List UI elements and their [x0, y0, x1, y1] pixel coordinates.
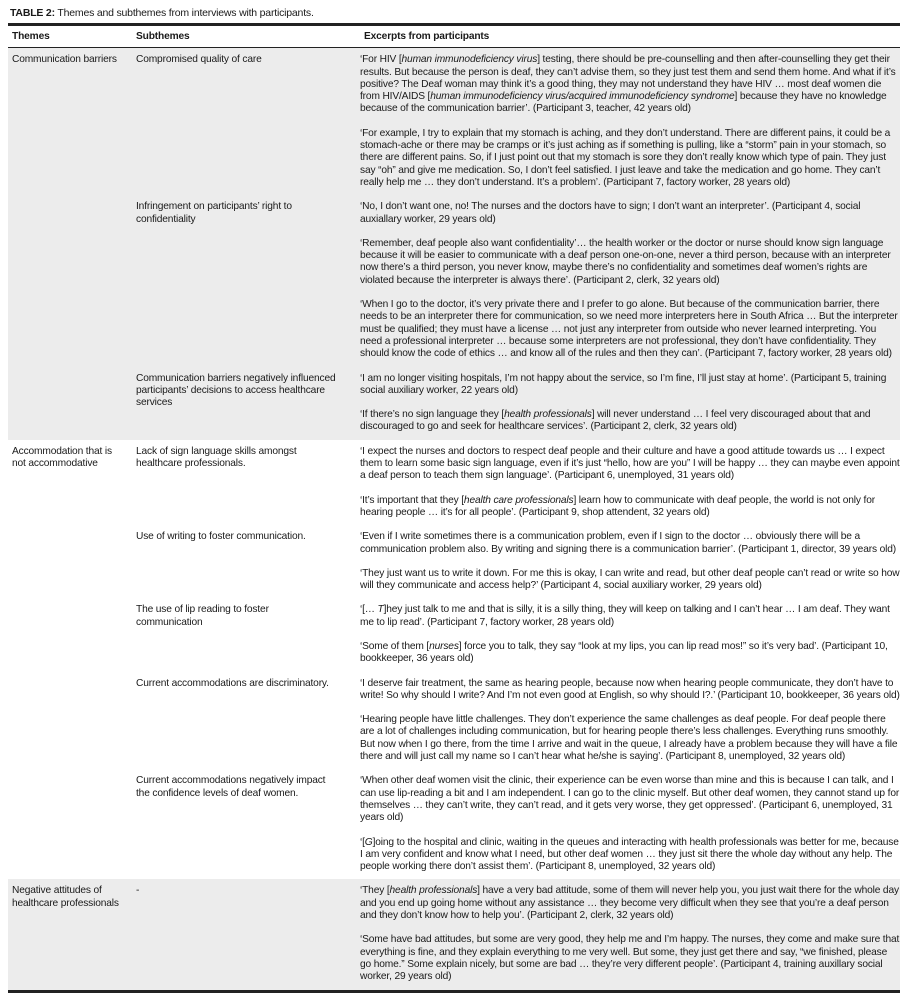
- excerpt-text: ‘I deserve fair treatment, the same as hearing people, because now when hearing people communicate, they don’t have to write! So why should I write? And I’m not even good at English, so why should I?.’ (Participant 10, bookkeeper, 36 years old): [360, 677, 900, 701]
- theme-cell: Accommodation that is not accommodative: [12, 445, 112, 470]
- excerpt-italic-text: health professionals: [504, 409, 592, 421]
- excerpt-italic-text: health care professionals: [463, 494, 574, 506]
- excerpt-italic-text: nurses: [429, 640, 459, 652]
- subtheme-cell: Compromised quality of care: [132, 48, 352, 195]
- subtheme-cell: Infringement on participants’ right to confidentiality: [132, 195, 352, 366]
- subtheme-cell: Lack of sign language skills amongst healthcare professionals.: [136, 445, 297, 470]
- excerpt-italic-text: T: [377, 604, 384, 616]
- subtheme-cell: Current accommodations negatively impact the confidence levels of deaf women.: [136, 775, 326, 799]
- subtheme-cell: -: [132, 879, 352, 991]
- excerpts-cell: [352, 48, 900, 195]
- excerpt: [360, 128, 900, 189]
- excerpt: [360, 299, 900, 360]
- excerpt-text: ‘It’s important that they [: [360, 494, 464, 506]
- excerpt: [360, 714, 900, 763]
- excerpt-text: ] force you to talk, they say “look at my lips, you can lip read mos!” so it’s very bad’. (Participant 10, bookkeeper, 36 years old): [360, 640, 888, 665]
- excerpt-text: ] have a very bad attitude, some of them will never help you, you just wait there for the whole day and you end up going home without any assistance … they become very difficult when they see that you’re a deaf person and they don’t know how to help you’. (Participant 2, clerk, 32 years old): [360, 885, 899, 922]
- table-row: [8, 769, 900, 879]
- excerpt-text: ‘[: [360, 836, 365, 848]
- themes-table: [8, 23, 900, 993]
- excerpts-cell: [352, 672, 900, 770]
- subtheme-cell: Communication barriers negatively influenced participants’ decisions to access healthcare services: [132, 367, 352, 440]
- table-row: [8, 367, 900, 440]
- excerpt: [360, 678, 900, 703]
- subtheme-cell: Current accommodations are discriminatory.: [136, 677, 329, 689]
- theme-cell: [8, 525, 132, 598]
- header-themes: Themes: [12, 31, 50, 42]
- excerpt-text: ‘I expect the nurses and doctors to respect deaf people and their culture and have a good attitude towards us … I expect them to learn some basic sign language, even if it’s just “hello, how are you” I will be happy … they can maybe even appoint a deaf person to teach them sign language’. (Participant 6, unemployed, 31 years old): [360, 445, 900, 482]
- table-row: [8, 672, 900, 770]
- excerpt: [360, 446, 900, 483]
- theme-cell: Communication barriers: [8, 48, 132, 195]
- table-row: [8, 598, 900, 671]
- excerpt-text: ] learn how to communicate with deaf people, the world is not only for hearing people … it’s for all people’. (Participant 9, shop attendent, 32 years old): [360, 494, 875, 518]
- excerpt: [360, 775, 900, 824]
- excerpts-cell: [352, 440, 900, 525]
- excerpt-text: ‘[…: [360, 604, 378, 616]
- theme-cell: [8, 598, 132, 671]
- excerpt-text: ] testing, there should be pre-counselling and then after-counselling they get their results. But because the person is deaf, they can’t advise them, so they just test them and send them home. And what if it’s positive? The Deaf woman may think it’s a good thing, they may not understand they have HIV … most deaf women die from HIV/AIDS [: [360, 54, 896, 103]
- theme-cell: Negative attitudes of healthcare professionals: [8, 879, 132, 991]
- table-header-row: [8, 25, 900, 48]
- excerpt: [360, 531, 900, 556]
- excerpt-text: ] will never understand … I feel very discouraged about that and discouraged to go and seek for healthcare services’. (Participant 2, clerk, 32 years old): [360, 409, 871, 433]
- excerpt-text: ‘No, I don’t want one, no! The nurses and the doctors have to sign; I don’t want an interpreter’. (Participant 4, social auxiallary worker, 29 years old): [360, 201, 861, 225]
- excerpt: [360, 885, 900, 922]
- excerpt: [360, 568, 900, 593]
- table-row: [8, 48, 900, 195]
- excerpt: [360, 373, 900, 398]
- excerpt: [360, 495, 900, 520]
- excerpt-italic-text: human immunodeficiency virus/acquired immunodeficiency syndrome: [430, 91, 735, 103]
- header-subthemes: Subthemes: [136, 31, 190, 42]
- excerpt-text: ‘For HIV [: [360, 54, 402, 66]
- excerpt: [360, 409, 900, 434]
- excerpt-italic-text: health professionals: [389, 885, 478, 897]
- excerpt-text: ‘Remember, deaf people also want confidentiality’… the health worker or the doctor or nurse should know sign language because it will be easier to communicate with a deaf person one-on-one, never a third person, because with an interpreter now there’s a third person, you never know, maybe there’s no confidentiality and sometimes deaf women’s rights are violated because the interpreter is always there’. (Participant 2, clerk, 32 years old): [360, 237, 891, 286]
- table-row: [8, 440, 900, 525]
- theme-cell: [8, 672, 132, 770]
- theme-group: [8, 879, 900, 991]
- excerpt-text: ‘If there’s no sign language they [: [360, 409, 505, 421]
- excerpt-text: ]hey just talk to me and that is silly, it is a silly thing, they will keep on talking and I can’t hear … I am deaf. They want me to lip read’. (Participant 7, factory worker, 28 years old): [360, 604, 890, 628]
- theme-cell: [8, 367, 132, 440]
- excerpt-text: ‘I am no longer visiting hospitals, I’m not happy about the service, so I’m fine, I’ll just stay at home’. (Participant 5, training social auxiliary worker, 22 years old): [360, 372, 887, 396]
- excerpts-cell: [352, 598, 900, 671]
- excerpt-text: ‘When I go to the doctor, it’s very private there and I prefer to go alone. But because of the communication barrier, there needs to be an interpreter there for communication, so we need more interpreters here in South Africa … But the interpreter must be qualified; they must have a license … not just any interpreter from outside who never learned interpreting. You need a professional interpreter … because some interpreters are not professional, they don’t have confidentiality. They should know the code of ethics … and know all of the rules and then they can’. (Participant 7, factory worker, 28 years old): [360, 299, 898, 360]
- excerpt-text: ‘They just want us to write it down. For me this is okay, I can write and read, but other deaf people can’t read or write so how will they communicate and access help?’ (Participant 4, social auxiliary worker, 29 years old): [360, 567, 900, 592]
- excerpt: [360, 641, 900, 666]
- table-row: [8, 195, 900, 366]
- excerpt-text: ‘Some of them [: [360, 640, 430, 652]
- excerpts-cell: [352, 769, 900, 879]
- excerpt: [360, 238, 900, 287]
- excerpt: [360, 604, 900, 629]
- subtheme-cell: Use of writing to foster communication.: [136, 531, 306, 543]
- excerpt-italic-text: G: [364, 836, 373, 848]
- excerpts-cell: [352, 195, 900, 366]
- table-row: [8, 879, 900, 991]
- excerpt-text: ‘Some have bad attitudes, but some are very good, they help me and I’m happy. The nurses, they come and make sure that everything is fine, and they explain everything to me very well. But some, they just get there and say, “we finished, please go home.” Some explain nicely, but some are bad … they’re very different people’. (Participant 4, training auxillary social worker, 29 years old): [360, 934, 900, 983]
- excerpt: [360, 934, 900, 983]
- excerpts-cell: [352, 879, 900, 991]
- excerpts-cell: [352, 367, 900, 440]
- theme-cell: [8, 195, 132, 366]
- excerpt: [360, 201, 900, 226]
- excerpt-text: ‘Even if I write sometimes there is a communication problem, even if I sign to the doctor … obviously there will be a communication problem also. By writing and signing there is a communication barrier’. (Participant 1, director, 39 years old): [360, 531, 896, 555]
- excerpt-text: ‘Hearing people have little challenges. They don’t experience the same challenges as deaf people. For deaf people there are a lot of challenges including communication, but for hearing people there’s less challenges. Everything runs smoothly. But now when I go there, from the time I arrive and wait in the queue, I already have a problem because they will have a file there and will just call my name so I can’t hear what he/she is saying’. (Participant 8, unemployed, 32 years old): [360, 714, 898, 763]
- excerpt-text: ‘When other deaf women visit the clinic, their experience can be even worse than mine and this is because I can talk, and I can use lip-reading a bit and I am independent. I can go to the clinic myself. But other deaf women, they cannot stand up for themselves … they can’t write, they can’t read, and it gets very worse, they get oppressed’. (Participant 6, unemployed, 31 years old): [360, 775, 900, 824]
- table-caption: TABLE 2: Themes and subthemes from interviews with participants.: [10, 7, 314, 19]
- excerpt-text: ]oing to the hospital and clinic, waiting in the queues and interacting with health professionals was better for me, because I am very confident and know what I need, but other deaf women … they just sit there the whole day without any help. The people working there don’t assist them’. (Participant 8, unemployed, 32 years old): [360, 836, 899, 873]
- subtheme-cell: The use of lip reading to foster communication: [136, 604, 269, 628]
- excerpt-text: ‘For example, I try to explain that my stomach is aching, and they don’t understand. There are different pains, it could be a stomach-ache or there may be cramps or it’s just aching as if something is pulling, like a “storm” pain in your stomach, so there are different pains. So, if I just point out that my stomach is sore they don’t really know which type of pain. They just say “oh” and give me medication. So, I don’t feel satisfied. I just leave and take the medication and go home. They can’t really help me … they don’t understand. It’s a problem’. (Participant 7, factory worker, 28 years old): [360, 127, 891, 188]
- theme-group: [8, 440, 900, 880]
- excerpts-cell: [352, 525, 900, 598]
- theme-cell: [8, 769, 132, 879]
- table-row: [8, 525, 900, 598]
- excerpt: [360, 837, 900, 874]
- header-excerpts: Excerpts from participants: [364, 31, 490, 42]
- excerpt-text: ‘They [: [360, 885, 390, 897]
- excerpt-text: ] because they have no knowledge because of the communication barrier’. (Participant 3, teacher, 42 years old): [360, 91, 887, 115]
- excerpt-italic-text: human immunodeficiency virus: [401, 54, 538, 66]
- excerpt: [360, 54, 900, 115]
- theme-group: [8, 48, 900, 440]
